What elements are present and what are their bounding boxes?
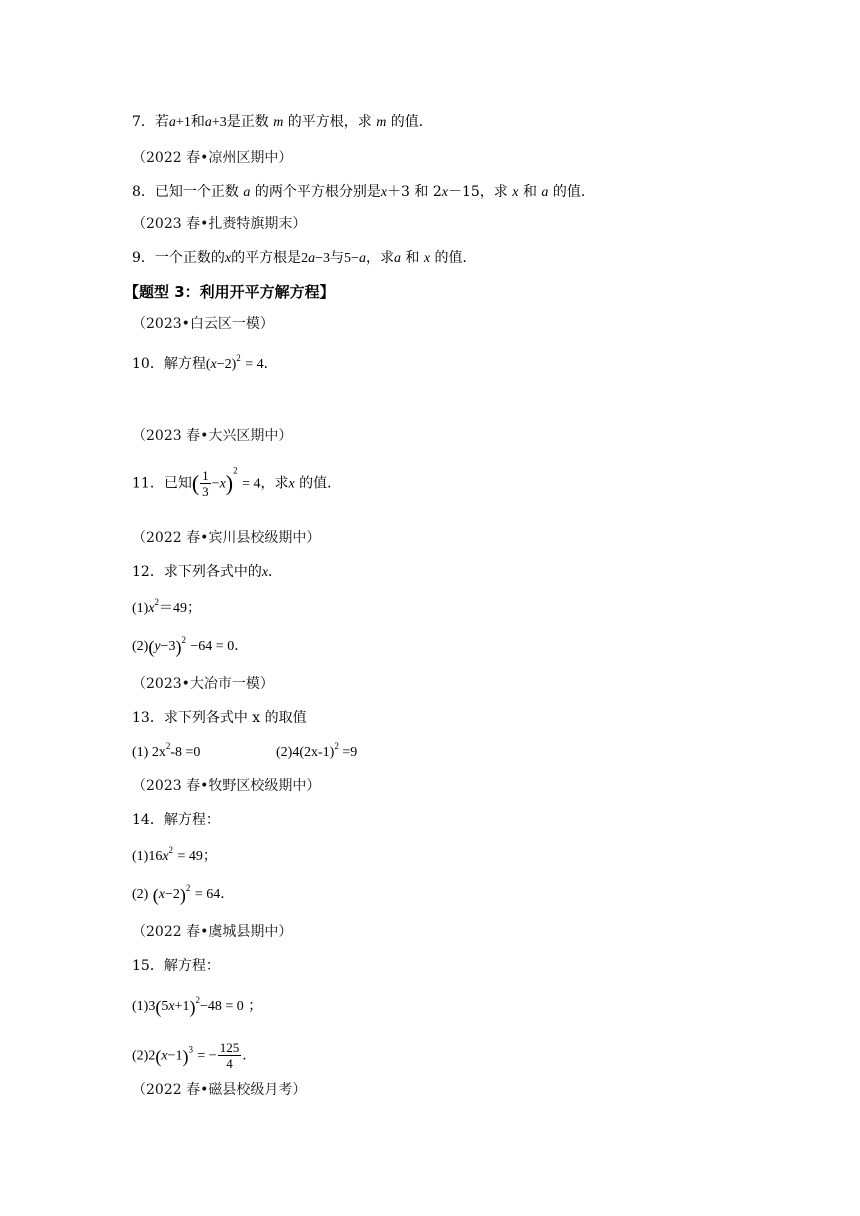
- source-label: （2023 春•牧野区校级期中）: [132, 778, 321, 794]
- question-9: 9．一个正数的x的平方根是2a−3与5−a，求a 和 x 的值．: [132, 250, 477, 266]
- question-13-part-1: (1) $2x^2-8 =0$: [132, 741, 201, 760]
- question-15-part-2: $(2)2(x-1)^3$ = − $\frac{125}{4}$ ．: [132, 1040, 257, 1071]
- question-14: 14．解方程：: [132, 812, 220, 828]
- question-11: 11．已知( $\frac{1}{3}$ −x)$^2$ = 4，求x 的值．: [132, 465, 342, 499]
- question-14-part-1: $(1)16x^2 = 49$；: [132, 845, 217, 864]
- source-label: （2023•白云区一模）: [132, 316, 274, 332]
- question-12: 12．求下列各式中的x．: [132, 564, 283, 580]
- source-label: （2023 春•扎赉特旗期末）: [132, 216, 307, 232]
- source-label: （2023•大冶市一模）: [132, 676, 274, 692]
- section-heading: 【题型 3：利用开平方解方程】: [124, 283, 335, 301]
- fraction: $\frac{1}{3}$: [202, 468, 209, 499]
- question-14-part-2: (2) $(x-2)^2 = 64$．: [132, 883, 235, 905]
- question-15-part-1: $(1)3(5x+1)^2-48 = 0$ ；: [132, 995, 263, 1017]
- question-13-part-2: $(2)4(2x-1)^2 =9$: [276, 741, 358, 760]
- question-13: 13．求下列各式中 x 的取值: [132, 710, 307, 726]
- question-7: 7．若a+1和a+3是正数 m 的平方根，求 m 的值．: [132, 114, 433, 130]
- source-label: （2023 春•大兴区期中）: [132, 428, 293, 444]
- source-label: （2022 春•磁县校级月考）: [132, 1082, 307, 1098]
- question-12-part-2: $(2)(y-3)^2 -64 = 0$．: [132, 635, 249, 657]
- fraction: $\frac{125}{4}$: [219, 1040, 240, 1071]
- question-10: 10．解方程$(x-2)^2 = 4$．: [132, 353, 278, 372]
- question-8: 8．已知一个正数 a 的两个平方根分别是x＋3 和 2x－15，求 x 和 a 的值．: [132, 184, 595, 200]
- question-12-part-1: $(1)x^2=49$；: [132, 597, 202, 616]
- source-label: （2022 春•虞城县期中）: [132, 924, 293, 940]
- source-label: （2022 春•凉州区期中）: [132, 150, 293, 166]
- source-label: （2022 春•宾川县校级期中）: [132, 530, 321, 546]
- question-15: 15．解方程：: [132, 958, 220, 974]
